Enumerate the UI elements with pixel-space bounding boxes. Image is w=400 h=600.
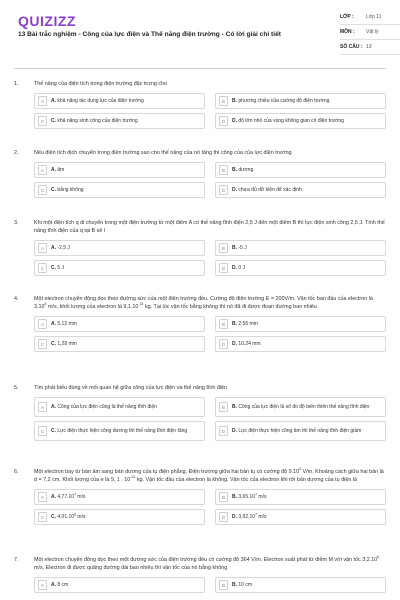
class-label: LỚP : (340, 14, 354, 20)
question-text: Tìm phát biểu đúng về mối quan hệ giữa công của lực điện và thế năng tĩnh điện (34, 385, 228, 391)
meta-table (340, 10, 400, 55)
question-2 (14, 149, 386, 198)
question-4 (14, 295, 386, 352)
option-letter: C (38, 339, 47, 349)
question-text: Một electron chuyển động dọc theo một đường sức của điện trường đều có cường độ 364 V/m. Electron xuất phát từ điểm M với vận tốc 3,2.10$^6$ m/s. Electron đi được quãng đường dài bao nhiêu thì vận tốc của nó bằng không (34, 555, 380, 571)
option-b[interactable]: B B. Công của lực điện là số đo độ biến thiên thế năng tĩnh điện (215, 397, 386, 417)
question-number: 7. (14, 557, 19, 563)
option-a[interactable]: A A. 4,77.10$^7$ m/s (34, 489, 205, 505)
option-b[interactable]: B B. 3,65.10$^7$ m/s (215, 489, 386, 505)
option-letter: B (219, 402, 228, 412)
question-text: Thế năng của điện tích trong điện trường đặc trưng cho (34, 81, 168, 87)
question-5 (14, 384, 386, 441)
option-letter: A (38, 165, 47, 175)
option-letter: A (38, 402, 47, 412)
meta-row-count (340, 40, 400, 55)
option-letter: A (38, 319, 47, 329)
quizizz-logo: QUIZIZZ (18, 13, 76, 29)
class-value: Lớp 11 (366, 14, 382, 20)
question-text: Một electron bay từ bản âm sang bản dương của tụ điện phẳng. Điện trường giữa hai bản tụ có cường độ 9.10$^4$ V/m. Khoảng cách giữa hai bản là d = 7,2 cm. Khối lượng của e là 9, 1 . $10^{-31}$ kg. Vận tốc đầu của electron là không. Vận tốc của electron khi tới bản dương của tụ điện là (34, 467, 384, 483)
option-c[interactable]: C C. 4,01.10$^6$ m/s (34, 509, 205, 525)
option-letter: C (38, 116, 47, 126)
option-a[interactable]: A A. khả năng tác dụng lực của điện trường (34, 93, 205, 109)
meta-row-class (340, 10, 400, 25)
option-c[interactable]: C C. bằng không (34, 182, 205, 198)
option-c[interactable]: C C. 5 J (34, 260, 205, 276)
question-number: 2. (14, 150, 19, 156)
option-c[interactable]: C C. Lực điện thực hiện công dương thì thế năng tĩnh điện tăng (34, 421, 205, 441)
option-letter: D (219, 116, 228, 126)
question-number: 4. (14, 296, 19, 302)
option-letter: B (219, 96, 228, 106)
question-text: Một electron chuyển động dọc theo đường sức của một điện trường đều. Cường độ điện trường E = 200V/m. Vận tốc ban đầu của electron là 3.10$^5$ m/s, khối lượng của electron là $9,1.10^{-31}$ kg. Tại lúc vận tốc bằng không thì nó đã đi được đoạn đường bao nhiêu (34, 296, 373, 310)
option-c[interactable]: C C. khả năng sinh công của điện trường (34, 113, 205, 129)
option-letter: B (219, 319, 228, 329)
option-b[interactable]: B B. -5 J (215, 240, 386, 256)
meta-row-subject (340, 25, 400, 40)
subject-label: MÔN : (340, 29, 355, 35)
option-d[interactable]: D D. 0 J (215, 260, 386, 276)
option-d[interactable]: D D. 3,92.10$^7$ m/s (215, 509, 386, 525)
option-letter: D (219, 512, 228, 522)
option-b[interactable]: B B. dương (215, 162, 386, 178)
question-number: 5. (14, 385, 19, 391)
option-letter: C (38, 426, 47, 436)
question-3 (14, 219, 386, 276)
option-b[interactable]: B B. 10 cm (215, 577, 386, 593)
question-7 (14, 556, 386, 593)
option-letter: D (219, 185, 228, 195)
option-b[interactable]: B B. phương chiều của cường độ điện trường (215, 93, 386, 109)
option-letter: B (219, 492, 228, 502)
question-number: 6. (14, 469, 19, 475)
question-6 (14, 468, 386, 525)
option-d[interactable]: D D. chưa đủ dữ kiện để xác định (215, 182, 386, 198)
option-letter: C (38, 512, 47, 522)
option-letter: D (219, 339, 228, 349)
option-c[interactable]: C C. 1,28 mm (34, 336, 205, 352)
option-letter: A (38, 492, 47, 502)
option-letter: A (38, 243, 47, 253)
option-a[interactable]: A A. Công của lực điện cũng là thế năng tĩnh điện (34, 397, 205, 417)
option-letter: D (219, 263, 228, 273)
option-a[interactable]: A A. 5,12 mm (34, 316, 205, 332)
header (14, 0, 386, 69)
option-letter: B (219, 243, 228, 253)
option-letter: D (219, 426, 228, 436)
count-label: SỐ CÂU : (340, 44, 363, 50)
option-letter: B (219, 165, 228, 175)
option-a[interactable]: A A. -2,5 J (34, 240, 205, 256)
option-a[interactable]: A A. 8 cm (34, 577, 205, 593)
question-text: Nếu điện tích dịch chuyển trong điện trường sao cho thế năng của nó tăng thì công của của lực điện trường (34, 150, 292, 156)
option-letter: A (38, 96, 47, 106)
option-b[interactable]: B B. 2,56 mm (215, 316, 386, 332)
option-d[interactable]: D D. Lực điện thực hiện công âm thì thế năng tĩnh điện giảm (215, 421, 386, 441)
option-letter: C (38, 263, 47, 273)
option-d[interactable]: D D. độ lớn nhỏ của vùng không gian có điện trường (215, 113, 386, 129)
subject-value: Vật lý (366, 29, 379, 35)
page-title: 13 Bài trắc nghiệm - Công của lực điện và Thế năng điện trường - Có lời giải chi tiết (18, 31, 281, 38)
question-1 (14, 80, 386, 129)
option-letter: A (38, 580, 47, 590)
question-number: 1. (14, 81, 19, 87)
question-number: 3. (14, 220, 19, 226)
option-letter: C (38, 185, 47, 195)
option-letter: B (219, 580, 228, 590)
option-d[interactable]: D D. 10,24 mm (215, 336, 386, 352)
question-text: Khi một điện tích q di chuyển trong một điện trường từ một điểm A có thế năng tĩnh điện 2,5 J đến một điểm B thì lực điện sinh công 2,5 J. Tính thế năng tĩnh điện của q tại B sẽ l (34, 220, 385, 234)
count-value: 13 (366, 44, 372, 50)
option-a[interactable]: A A. âm (34, 162, 205, 178)
